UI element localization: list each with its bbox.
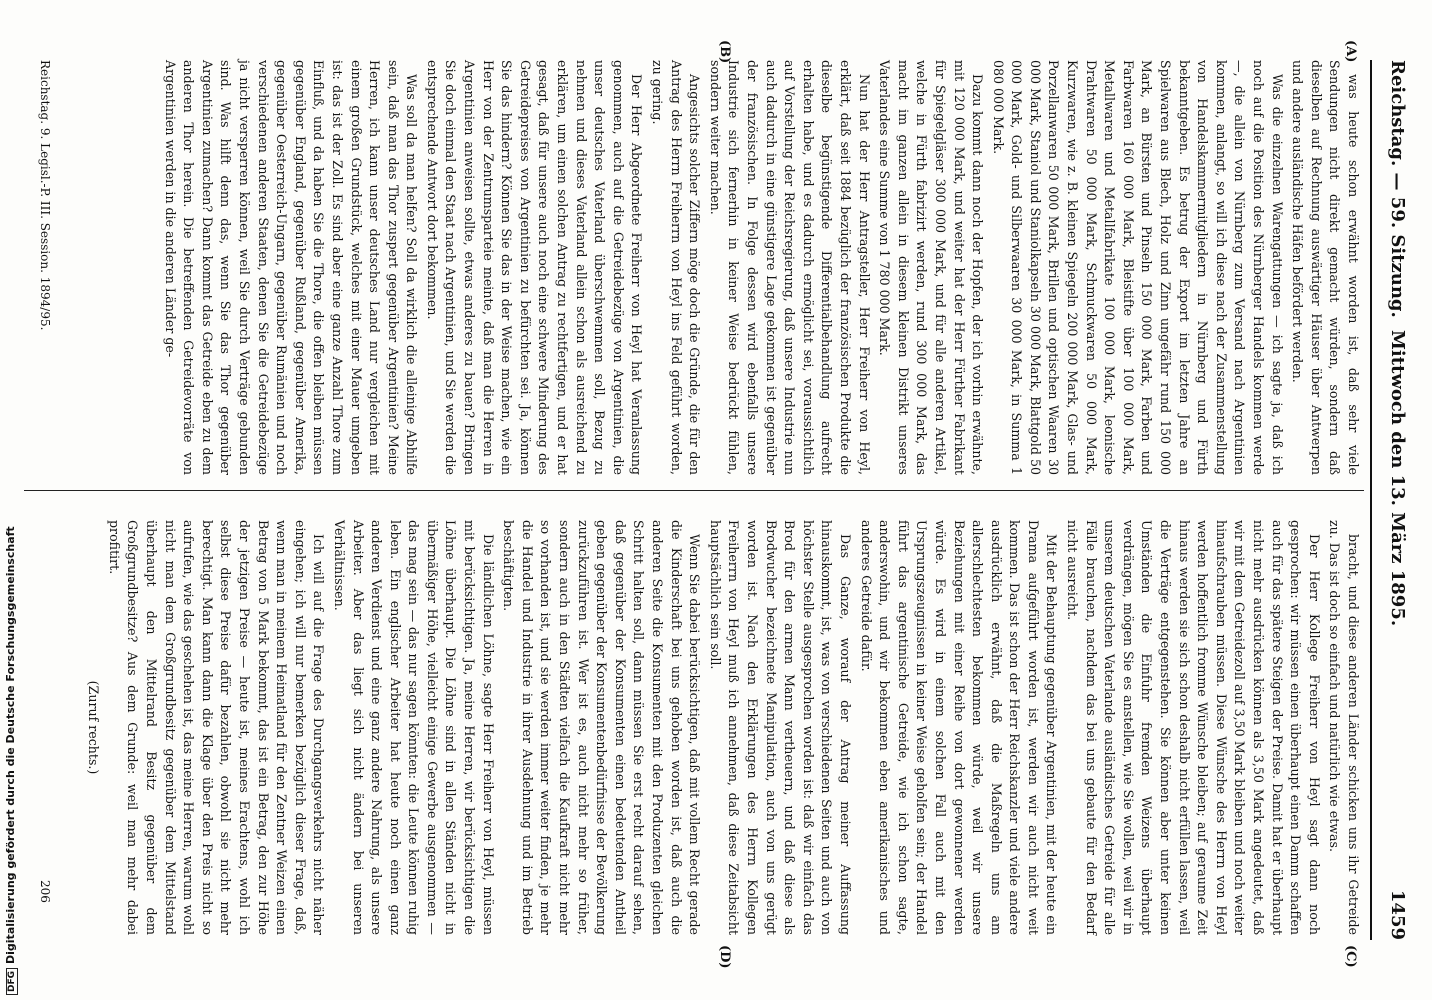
dfg-badge: DFG [6, 968, 18, 995]
paragraph: Ich will auf die Frage des Durchgangsverkehrs nicht näher eingehen; ich will nur bemerken bezüglich dieser Frage, daß, wenn man in meinem Heimatland für den Zentner Weizen einen Betrag von 5 Mark bekommt, das ist ein Betrag, den zur Höhe der jetzigen Preise — heute ist, meines Erachtens, wohl ich selbst diese Preise dafür bezahlen, obwohl sie nicht mehr berechtigt. Man kann dann die Klage über den Preis nicht so aufrufen, wie das geschehen ist, das meine Herren, warum wohl nicht man dem Großgrundbesitz gegenüber dem Mittelstand überhaupt den Mittelrand Besitz gegenüber dem Großgrundbesitze? Aus dem Grunde: weil man mehr dabei profitirt. [106, 520, 327, 935]
paragraph: Der Herr Kollege Freiherr von Heyl sagt dann noch gesprochen: wir müssen einen überhaupt einen Damm schaffen auch für das spätere Steigen der Preise. Damit hat er überhaupt nicht mehr ausdrücken können als 3,50 Mark angedeutet, daß wir mit dem Getreidezoll auf 3,50 Mark bleiben und noch weiter hinaufschrauben müssen. Diese Wünsche des Herrn von Heyl werden hoffentlich fromme Wünsche bleiben; auf geraume Zeit hinaus werden sie sich schon deshalb nicht erfüllen lassen, weil die Verträge entgegenstehen. Sie können aber unter keinen Umständen die Einfuhr fremden Weizens überhaupt verdrängen, mögen Sie es anstellen, wie Sie wollen, weil wir in unserem deutschen Vaterlande ausländisches Getreide für alle Fälle brauchen, nachdem das bei uns gebaute für den Bedarf nicht ausreicht. [1065, 520, 1322, 935]
credit-text: Digitalisierung gefördert durch die Deutsche Forschungsgemeinschaft [4, 526, 17, 964]
margin-marker-b: (B) [717, 40, 732, 64]
sheet-number: 206 [38, 880, 52, 903]
session-reference: Reichstag. 9. Legisl.-P. III. Session. 1894/95. [38, 60, 52, 331]
margin-marker-c: (C) [1343, 945, 1358, 968]
margin-marker-d: (D) [717, 945, 732, 969]
left-column [158, 60, 1362, 475]
paragraph: Dazu kommt dann noch der Hopfen, der ich vorhin erwähnte, mit 120 000 Mark, und weiter hat der Herr Fürther Fabrikant für Spiegelgläser 300 000 Mark, und für alle anderen Artikel, welche in Fürth fabrizirt werden, rund 300 000 Mark, das macht im ganzen allein in diesem kleinen Distrikt unseres Vaterlandes eine Summe von 1 780 000 Mark. [877, 60, 986, 475]
paragraph: Nun hat der Herr Antragsteller, Herr Freiherr von Heyl, erklärt, daß seit 1884 bezüglich der französischen Produkte die dieselbe begünstigende Differentialbehandlung aufrecht erhalten habe, und es dadurch ermöglicht sei, voraussichtlich auf Vorstellung der Reichsregierung, daß unsere Industrie nun auch dadurch in eine günstigere Lage gekommen ist gegenüber der französischen. In Folge dessen wird ebenfalls unsere Industrie sich fernerhin in keiner Weise bedrückt fühlen, sondern weiter machen. [707, 60, 872, 475]
paragraph: Die ländlichen Löhne, sagte Herr Freiherr von Heyl, müssen mit berücksichtigen. Ja, meine Herren, wir berücksichtigen die Löhne überhaupt. Die Löhne sind in allen Ständen nicht in übermäßiger Höhe, vielleicht einige Gewerbe ausgenommen — das mag sein — das nur sagen könnten: die Leute können ruhig leben. Ein englischer Arbeiter hat heute noch einen ganz anderen Verdienst und eine ganz andere Nahrung, als unsere Arbeiter. Aber das liegt sich nicht ändern bei unseren Verhältnissen. [331, 520, 496, 935]
paragraph: Das Ganze, worauf der Antrag meiner Auffassung hinauskommt, ist, was von verschiedenen Seiten und auch von höchster Stelle ausgesprochen worden ist: daß wir einfach das Brod für den armen Mann vertheuern, und daß diese als Brodwucher bezeichnete Manipulation, auch von uns gerügt worden ist. Nach den Erklärungen des Herrn Kollegen Freiherrn von Heyl muß ich annehmen, daß diese Zeitabsicht hauptsächlich sein soll. [707, 520, 853, 935]
margin-marker-a: (A) [1343, 40, 1358, 63]
digitization-sidebar [0, 0, 22, 1000]
paragraph: Der Herr Abgeordnete Freiherr von Heyl hat Veranlassung genommen, auch auf die Getreidebezüge von Argentinien, die unser deutsches Vaterland überschwemmen soll, Bezug zu nehmen und dieses Vaterland allein schon als ausreichend zu erklären, um einen solchen Antrag zu rechtfertigen, und er hat gesagt, daß für unsere auch noch eine schwere Minderung des Getreidepreises von Argentinien zu befürchten sei. Ja, können Sie das hindern? Können Sie das in der Weise machen, wie ein Herr von der Zentrumsparteie meinte, daß man die Herren in Argentinien anweisen sollte, etwas anderes zu bauen? Bringen Sie doch einmal den Staat nach Argentinien, und Sie werden die entsprechende Antwort dort bekommen. [424, 60, 645, 475]
paragraph: was heute schon erwähnt worden ist, daß sehr viele Sendungen nicht direkt gemacht würden, sondern daß dieselben auf Rechnung auswärtiger Häuser über Antwerpen und andere ausländische Häfen befördert werden. [1290, 60, 1361, 475]
page-number: 1459 [1387, 889, 1408, 940]
paragraph: Mit der Behauptung gegenüber Argentinien, mit der heute ein Drama aufgeführt worden ist, werden wir auch nicht weit kommen. Das ist schon der Herr Reichskanzler und viele andere ausdrücklich erwähnt, daß die Maßregeln uns am allerschlechtesten bekommen würde, weil wir unsere Beziehungen mit einer Reihe von dort gewonnener werden würde. Es wird in einem solchen Fall auch mit den Ursprungszeugnissen in keiner Weise geholfen sein; der Handel führt das argentinische Getreide, wie ich schon sagte, anderswohin, und wir bekommen eben amerikanisches und anderes Getreide dafür. [858, 520, 1060, 935]
column-divider [24, 490, 1364, 491]
paragraph: Angesichts solcher Ziffern möge doch die Gründe, die für den Antrag des Herrn Freiherrn von Heyl ins Feld geführt worden, zu gering. [650, 60, 703, 475]
paragraph: Wenn Sie dabei berücksichtigen, daß mit vollem Recht gerade die Kinderschaft bei uns gehoben worden ist, daß auch die anderen Seite die Konsumenten mit den Produzenten gleichen Schritt halten soll, dann müssen Sie erst recht darauf sehen, daß gegenüber der Konsumenten einen bedeutenden Antheil geben gegenüber der Konsumentenbedürfnisse der Bevölkerung zurückzuführen ist. Wer ist es, auch nicht mehr so früher, sondern auch in den Städten vielfach die Kaufkraft nicht mehr so vorhanden ist, und sie werden immer weiter finden, je mehr die Handel und Industrie in ihrer Ausdehnung und im Betrieb beschäftigten. [501, 520, 703, 935]
header-left: Reichstag. — 59. Sitzung. [1387, 60, 1408, 318]
page-header [1374, 60, 1414, 940]
interjection: (Zuruf rechts.) [86, 680, 102, 775]
paragraph: Was soll da man helfen? Soll da wirklich die alleinige Abhilfe sein, daß man das Thor zuspert gegenüber Argentinien? Meine Herren, ich kann unser deutsches Land nur vergleichen mit einem großen Grundstück, welches mit einer Mauer umgeben ist: das ist der Zoll. Es sind aber eine ganze Anzahl Thore zum Einfluß, und da haben Sie die Thore, die offen bleiben müssen gegenüber England, gegenüber Rußland, gegenüber Amerika, gegenüber Oesterreich-Ungarn, gegenüber Rumänien und noch verschiedenen anderen Staaten, denen Sie die Getreidebezüge ja nicht versperren können, weil Sie durch Verträge gebunden sind. Was hilft denn das, wenn Sie das Thor gegenüber Argentinien zumachen? Dann kommt das Getreide eben zu dem anderen Thor herein. Die betreffenden Getreidevorräte von Argentinien werden in die anderen Länder ge- [162, 60, 420, 475]
header-date: Mittwoch den 13. März 1895. [1387, 330, 1408, 627]
right-column [82, 520, 1362, 935]
digitization-credit [4, 526, 18, 995]
paragraph: Was die einzelnen Warengattungen — ich sagte ja, daß ich noch auf die Position des Nürnberger Handels kommen werde —, die allein von Nürnberg zum Versand nach Argentinien kommen, anlangt, so will ich diese nach der Zusammenstellung von Handelskammermitgliedern in Nürnberg und Fürth bekanntgeben. Es betrug der Export im letzten Jahre an Spielwaren aus Blech, Holz und Zinn ungefähr rund 150 000 Mark, an Bürsten und Pinseln 150 000 Mark, Farben und Farbwaren 160 000 Mark, Bleistifte über 100 000 Mark, Metallwaren und Metallfabrikate 100 000 Mark, leonische Drahtwaren 50 000 Mark, Schmuckwaren 50 000 Mark, Kurzwaren, wie z. B. kleinen Spiegeln 200 000 Mark, Glas- und Porzellanwaren 50 000 Mark, Brillen und optischen Waaren 30 000 Mark, Staniol und Staniolkapseln 30 000 Mark, Blattgold 50 000 Mark, Gold- und Silberwaaren 30 000 Mark, in Summa 1 080 000 Mark. [990, 60, 1285, 475]
header-rule [1370, 60, 1372, 940]
paragraph: bracht, und diese anderen Länder schicken uns ihr Getreide zu. Das ist doch so einfach und natürlich wie etwas. [1327, 520, 1361, 935]
